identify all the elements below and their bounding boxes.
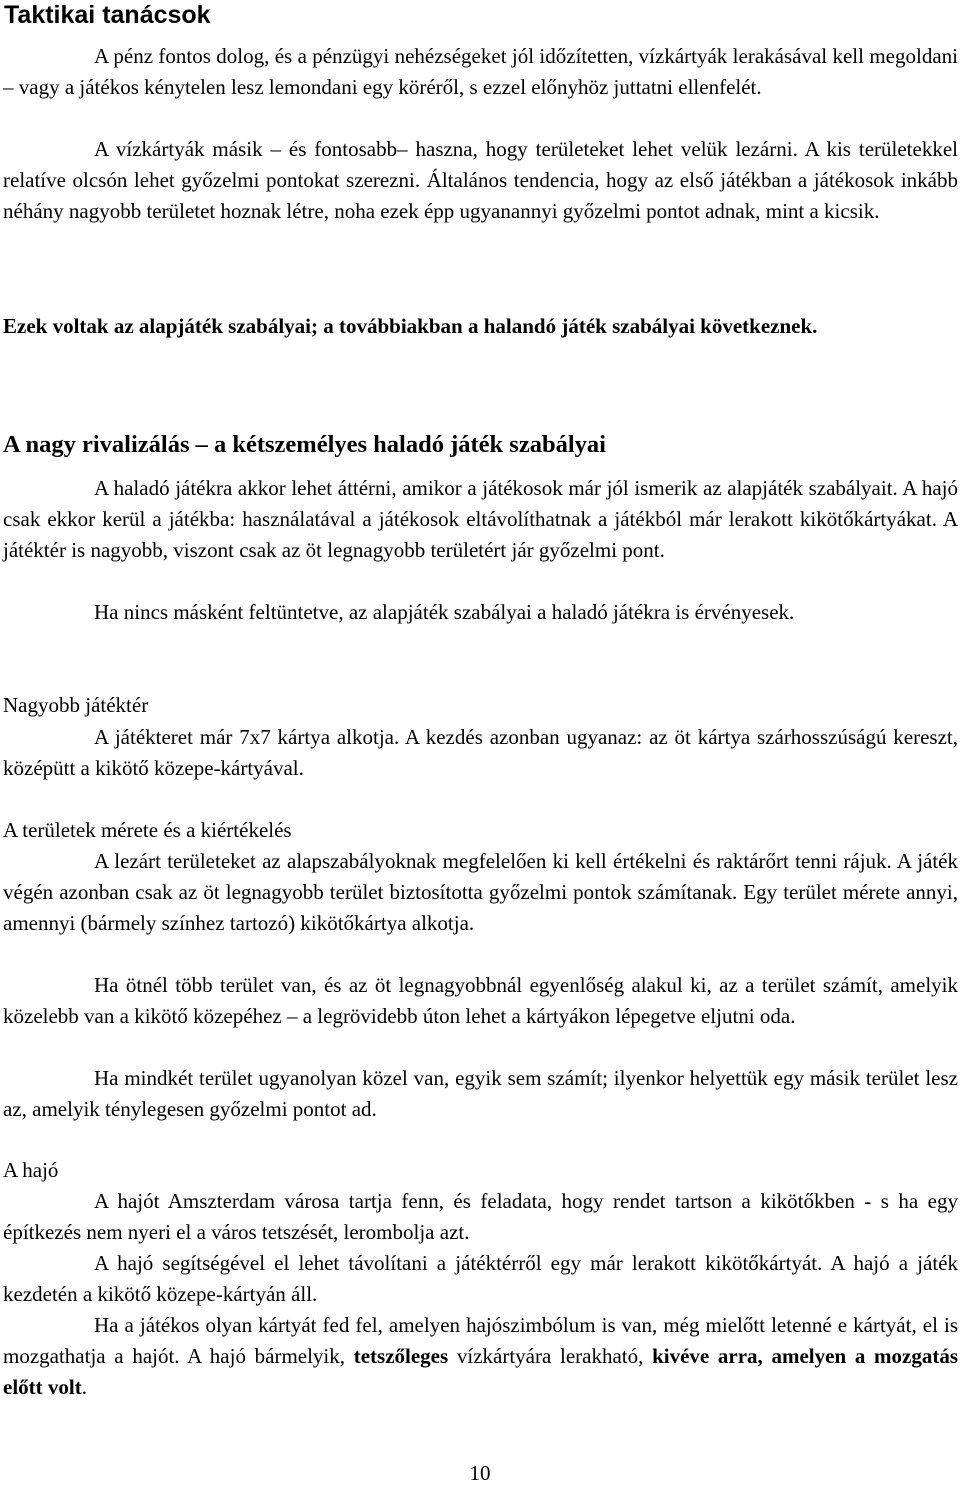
paragraph-area-scoring-2: Ha ötnél több terület van, és az öt legnagyobbnál egyenlőség alakul ki, az a terület számít, amelyik közelebb van a kikötő közepéhez – a legrövidebb úton lehet a kártyákon lépegetve eljutni oda.: [3, 973, 958, 1028]
ship-text-part-1: Ha a játékos olyan kártyát fed fel, amelyen hajószimbólum is van, még mielőtt letenné e kártyát, el is mozgathatja a hajót. A hajó bármelyik,: [3, 1313, 958, 1368]
subheading-larger-board: Nagyobb játéktér: [3, 693, 149, 717]
paragraph-ship-1: A hajót Amszterdam városa tartja fenn, és feladata, hogy rendet tartson a kikötőkben - s ha egy építkezés nem nyeri el a város tetszését, lerombolja azt.: [3, 1189, 958, 1244]
paragraph-area-scoring-1: A lezárt területeket az alapszabályoknak megfelelően ki kell értékelni és raktárőrt tenni rájuk. A játék végén azonban csak az öt legnagyobb terület biztosította győzelmi pontok számítanak. Egy terület mérete annyi, amennyi (bármely színhez tartozó) kikötőkártya alkotja.: [3, 849, 958, 935]
paragraph-ship-3: [3, 1310, 958, 1403]
ship-text-part-2: vízkártyára lerakható,: [448, 1344, 653, 1368]
paragraph-area-scoring-3: Ha mindkét terület ugyanolyan közel van, egyik sem számít; ilyenkor helyettük egy másik terület lesz az, amelyik ténylegesen győzelmi pontot ad.: [3, 1066, 958, 1121]
paragraph-larger-board: A játékteret már 7x7 kártya alkotja. A kezdés azonban ugyanaz: az öt kártya szárhosszúságú kereszt, középütt a kikötő közepe-kártyával.: [3, 725, 958, 780]
ship-text-bold-arbitrary: tetszőleges: [353, 1344, 449, 1368]
section-title-tactics: Taktikai tanácsok: [4, 1, 211, 29]
ship-text-part-3: .: [81, 1375, 87, 1399]
paragraph-advanced-intro: A haladó játékra akkor lehet áttérni, amikor a játékosok már jól ismerik az alapjáték szabályait. A hajó csak ekkor kerül a játékba: használatával a játékosok eltávolíthatnak a játékból már lerakott kikötőkártyákat. A játéktér is nagyobb, viszont csak az öt legnagyobb területért jár győzelmi pont.: [3, 476, 958, 562]
ship-text-bold-except: kivéve arra, amelyen a mozgatás előtt volt: [3, 1344, 958, 1399]
subheading-area-scoring: A területek mérete és a kiértékelés: [3, 818, 292, 842]
paragraph-tactics-money: A pénz fontos dolog, és a pénzügyi nehézségeket jól időzítetten, vízkártyák lerakásával kell megoldani – vagy a játékos kénytelen lesz lemondani egy köréről, s ezzel előnyhöz juttatni ellenfelét.: [3, 44, 958, 99]
paragraph-ship-2: A hajó segítségével el lehet távolítani a játéktérről egy már lerakott kikötőkártyát. A hajó a játék kezdetén a kikötő közepe-kártyán áll.: [3, 1251, 958, 1306]
transition-note: Ezek voltak az alapjáték szabályai; a továbbiakban a halandó játék szabályai következnek.: [3, 314, 818, 338]
paragraph-advanced-rules-note: Ha nincs másként feltüntetve, az alapjáték szabályai a haladó játékra is érvényesek.: [94, 600, 795, 624]
subheading-ship: A hajó: [3, 1158, 59, 1182]
paragraph-water-cards: A vízkártyák másik – és fontosabb– haszna, hogy területeket lehet velük lezárni. A kis területekkel relatíve olcsón lehet győzelmi pontokat szerezni. Általános tendencia, hogy az első játékban a játékosok inkább néhány nagyobb területet hoznak létre, noha ezek épp ugyanannyi győzelmi pontot adnak, mint a kicsik.: [3, 137, 958, 223]
advanced-game-title: A nagy rivalizálás – a kétszemélyes haladó játék szabályai: [3, 431, 606, 458]
page-number: 10: [469, 1461, 491, 1485]
